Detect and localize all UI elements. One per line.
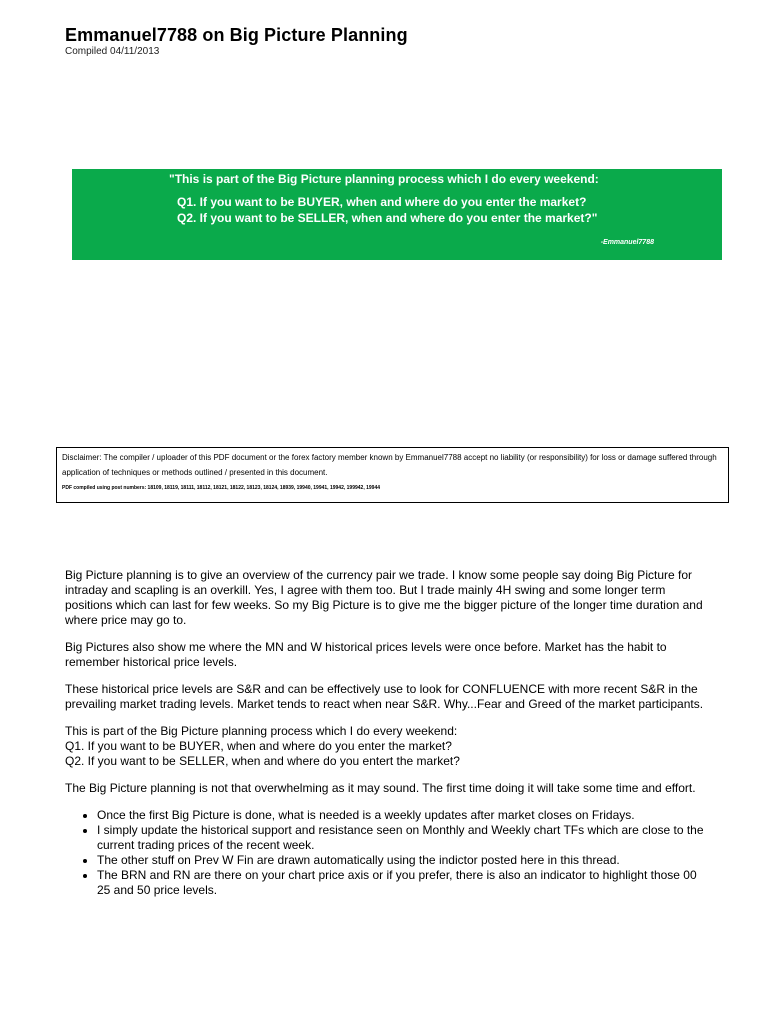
article-body <box>65 568 705 898</box>
quote-author: -Emmanuel7788 <box>600 239 654 246</box>
quote-intro: "This is part of the Big Picture planning process which I do every weekend: <box>169 172 599 186</box>
quote-question-1: Q1. If you want to be BUYER, when and where do you enter the market? <box>177 195 587 209</box>
quote-box <box>72 169 722 260</box>
paragraph-effort: The Big Picture planning is not that overwhelming as it may sound. The first time doing it will take some time and effort. <box>65 781 696 795</box>
bullet-list <box>65 808 705 898</box>
paragraph-overview: Big Picture planning is to give an overview of the currency pair we trade. I know some people say doing Big Picture for intraday and scapling is an overkill. Yes, I agree with them too. But I trade mainly 4H swing and some longer term positions which can last for few weeks. So my Big Picture is to give me the bigger picture of the longer time duration and where price may go to. <box>65 568 703 627</box>
page-title: Emmanuel7788 on Big Picture Planning <box>65 25 408 45</box>
list-item: • The other stuff on Prev W Fin are drawn automatically using the indictor posted here in this thread. <box>97 853 705 868</box>
disclaimer-text: Disclaimer: The compiler / uploader of this PDF document or the forex factory member known by Emmanuel7788 accept no liability (or responsibility) for loss or damage suffered through application of techniques or methods outlined / presented in this document. <box>62 453 717 477</box>
questions-q1: Q1. If you want to be BUYER, when and where do you enter the market? <box>65 739 452 753</box>
disclaimer-box <box>56 447 729 503</box>
questions-intro: This is part of the Big Picture planning process which I do every weekend: <box>65 724 458 738</box>
questions-q2: Q2. If you want to be SELLER, when and where do you entert the market? <box>65 754 460 768</box>
paragraph-questions <box>65 724 705 769</box>
disclaimer-post-numbers: PDF compiled using post numbers: 18109, 18119, 18111, 18112, 18121, 18122, 18123, 18124, 18939, 19940, 19941, 19942, 199942, 19944 <box>62 485 381 491</box>
list-item: • Once the first Big Picture is done, what is needed is a weekly updates after market closes on Fridays. <box>97 808 705 823</box>
list-item: • The BRN and RN are there on your chart price axis or if you prefer, there is also an indicator to highlight those 00 25 and 50 price levels. <box>97 868 705 898</box>
list-item: • I simply update the historical support and resistance seen on Monthly and Weekly chart TFs which are close to the current trading prices of the recent week. <box>97 823 705 853</box>
paragraph-confluence: These historical price levels are S&R and can be effectively use to look for CONFLUENCE with more recent S&R in the prevailing market trading levels. Market tends to react when near S&R. Why...Fear and Greed of the market participants. <box>65 682 704 711</box>
compiled-date: Compiled 04/11/2013 <box>65 46 160 57</box>
paragraph-historical-levels: Big Pictures also show me where the MN and W historical prices levels were once before. Market has the habit to remember historical price levels. <box>65 640 667 669</box>
quote-question-2: Q2. If you want to be SELLER, when and where do you enter the market?" <box>177 211 598 225</box>
